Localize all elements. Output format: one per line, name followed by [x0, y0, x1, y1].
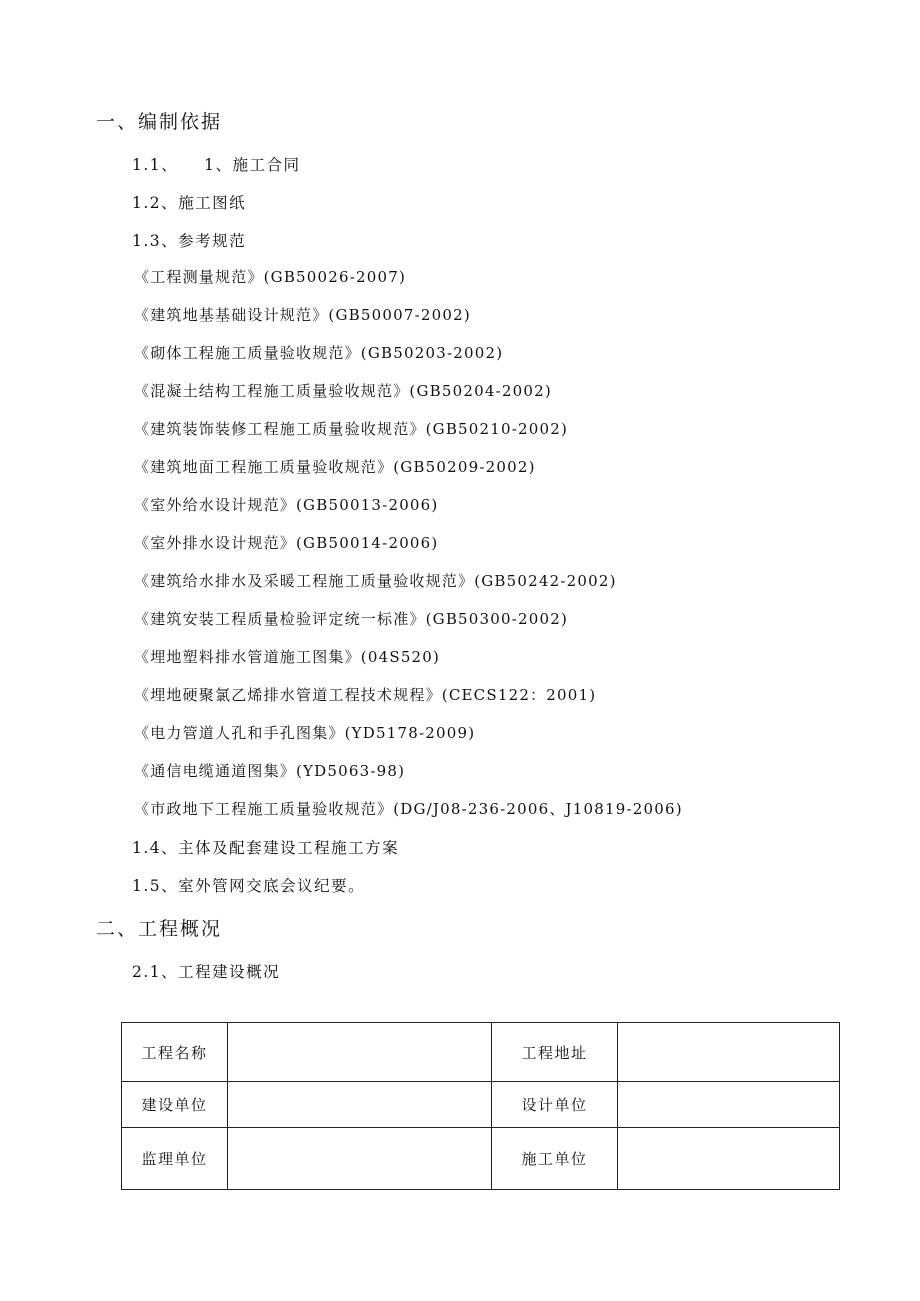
table-row — [122, 1128, 840, 1190]
item-overview: 2.1、工程建设概况 — [132, 963, 281, 981]
cell-label-supervisor: 监理单位 — [122, 1128, 228, 1190]
reference-item: 《室外给水设计规范》(GB50013-2006) — [134, 496, 439, 514]
table-row — [122, 1023, 840, 1082]
reference-item: 《砌体工程施工质量验收规范》(GB50203-2002) — [134, 344, 504, 362]
cell-value-contractor — [618, 1128, 840, 1190]
cell-label-contractor: 施工单位 — [492, 1128, 618, 1190]
cell-label-designer: 设计单位 — [492, 1082, 618, 1128]
reference-item: 《电力管道人孔和手孔图集》(YD5178-2009) — [134, 724, 476, 742]
reference-item: 《建筑给水排水及采暖工程施工质量验收规范》(GB50242-2002) — [134, 572, 617, 590]
reference-item: 《建筑安装工程质量检验评定统一标准》(GB50300-2002) — [134, 610, 569, 628]
item-contract — [132, 153, 301, 175]
section-title-basis: 一、编制依据 — [96, 111, 223, 133]
item-standards: 1.3、参考规范 — [132, 232, 247, 250]
cell-value-client — [228, 1082, 492, 1128]
project-info-table — [121, 1022, 840, 1190]
cell-value-supervisor — [228, 1128, 492, 1190]
reference-item: 《埋地塑料排水管道施工图集》(04S520) — [134, 648, 441, 666]
item-plan: 1.4、主体及配套建设工程施工方案 — [132, 839, 400, 857]
reference-item: 《室外排水设计规范》(GB50014-2006) — [134, 534, 439, 552]
cell-value-project-name — [228, 1023, 492, 1082]
item-drawings: 1.2、施工图纸 — [132, 194, 247, 212]
cell-label-project-name: 工程名称 — [122, 1023, 228, 1082]
section-title-overview: 二、工程概况 — [96, 918, 223, 940]
reference-item: 《建筑地基基础设计规范》(GB50007-2002) — [134, 306, 471, 324]
reference-item: 《埋地硬聚氯乙烯排水管道工程技术规程》(CECS122：2001) — [134, 686, 597, 704]
item-contract-number: 1.1、 — [132, 156, 179, 174]
item-minutes: 1.5、室外管网交底会议纪要。 — [132, 877, 366, 895]
reference-item: 《市政地下工程施工质量验收规范》(DG/J08-236-2006、J10819-2006) — [134, 800, 683, 818]
reference-item: 《建筑地面工程施工质量验收规范》(GB50209-2002) — [134, 458, 536, 476]
item-contract-label: 1、施工合同 — [204, 156, 301, 174]
cell-value-project-address — [618, 1023, 840, 1082]
reference-item: 《工程测量规范》(GB50026-2007) — [134, 268, 407, 286]
table-row — [122, 1082, 840, 1128]
cell-value-designer — [618, 1082, 840, 1128]
cell-label-project-address: 工程地址 — [492, 1023, 618, 1082]
reference-item: 《通信电缆通道图集》(YD5063-98) — [134, 762, 406, 780]
reference-item: 《建筑装饰装修工程施工质量验收规范》(GB50210-2002) — [134, 420, 569, 438]
cell-label-client: 建设单位 — [122, 1082, 228, 1128]
reference-item: 《混凝土结构工程施工质量验收规范》(GB50204-2002) — [134, 382, 552, 400]
